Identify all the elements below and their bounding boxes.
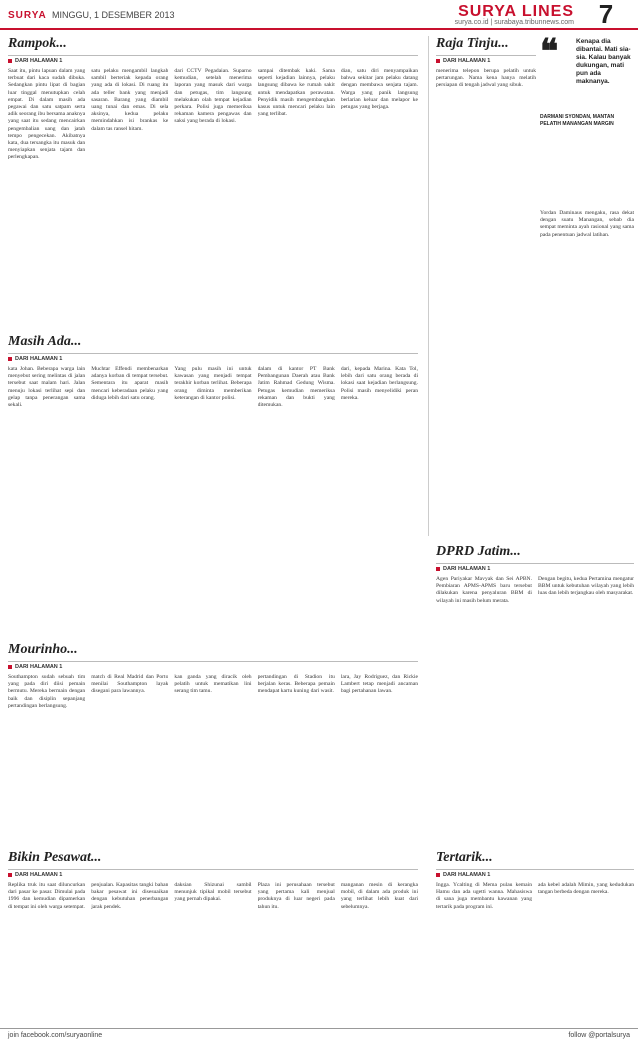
section-brand: SURYA (8, 10, 47, 21)
divider (436, 55, 536, 56)
column-1: Saat itu, pintu lapuan dalam yang terbuat dari kaca sudah dibuka. Sedangkan pintu lipat di bagian luar tinggal menutupkan celah empat. Di dalam masih ada pegawai dan satu satpam serta adik seorang ibu bersama anaknya yang saat itu sedang mencairkan pengembalian uang dan jatah tempo pengecekan. Akibatnya kata, dua tersangka itu masuk dan menyiapkan senjata tajam dan perlengkapan. (8, 68, 86, 161)
article-source: DARI HALAMAN 1 (8, 664, 418, 670)
article-masih-ada (8, 334, 418, 634)
column-1: Ingga. Ycalting di Mema pulau kemain Hamu dan ada ugetti wanna. Mahasiswa di sana juga membantu kawanan yang tertarik pada program ini. (436, 882, 532, 910)
article-source: DARI HALAMAN 1 (436, 58, 536, 64)
article-title: DPRD Jatim... (436, 544, 521, 559)
article-columns (8, 366, 418, 409)
divider (436, 563, 634, 564)
column-4: pertandingan di Stadion itu berjalan keras. Beberapa pemain mendapat kartu kuning dari wasit. (257, 674, 335, 695)
column-2: satu pelaku mengambil langkah sambil berteriak kepada orang yang ada di lokasi. Di ruang itu ada teller bank yang menjadi sasaran. Barang yang diambil uang tunai dan emas. Di sela aksinya, kedua pelaku memindahkan isi brankas ke dalam tas ransel hitam. (91, 68, 169, 132)
column-1: menerima telepon berupa pelatih untuk pertarungan. Nama kena hanya melatih persiapan di tengah jadwal yang sibuk. (436, 68, 536, 89)
article-mourinho (8, 642, 418, 842)
article-title: Masih Ada... (8, 334, 82, 349)
quote-mark-icon: ❝ (540, 34, 559, 71)
column-3: dari CCTV Pegadaian. Suparno kemudian, setelah menerima laporan yang masuk dari warga dan petugas, tim langsung melakukan olah tempat kejadian perkara. Polisi juga memeriksa rekaman kamera pengawas dan saksi yang berada di lokasi. (174, 68, 252, 125)
article-dprd-jatim (436, 544, 634, 844)
article-tertarik (436, 850, 634, 1026)
column-2: Dengan begitu, kedua Pertamina mengatur BBM untuk kebutuhan wilayah yang lebih luas dan lebih terjangkau oleh masyarakat. (538, 576, 634, 597)
bullet-icon (436, 873, 440, 877)
article-title: Raja Tinju... (436, 36, 509, 51)
column-1: Replika truk itu saat diluncurkan dari pasar ke pasar. Dimulai pada 1996 dan kemudian dipamerkan di tempat ini oleh warga setempat. (8, 882, 86, 910)
article-source: DARI HALAMAN 1 (8, 356, 418, 362)
column-3: kan ganda yang diracik oleh pelatih untuk mematikan lini serang tim tamu. (174, 674, 252, 695)
column-5: dian, satu diri menyampaikan bahwa sekitar jam pelaku datang dengan membawa senjata tajam. Warga yang panik langsung berlarian keluar dan melapor ke petugas yang berjaga. (340, 68, 418, 111)
article-columns (436, 882, 634, 911)
divider (8, 55, 418, 56)
quote-source: DARMANI SYONDAN, MANTAN PELATIH MANANGAN MARGIN (540, 114, 615, 127)
divider (8, 869, 418, 870)
column-1: Southampton sudah sebuah tim yang pada diri diisi pemain bermutu. Mereka bermain dengan baik dan disiplin sepanjang pertandingan berlangsung. (8, 674, 86, 709)
bullet-icon (8, 665, 12, 669)
article-title: Rampok... (8, 36, 67, 51)
page-footer (0, 1028, 638, 1042)
page-number: 7 (598, 0, 614, 29)
bullet-icon (8, 873, 12, 877)
article-columns (8, 674, 418, 710)
pull-quote (540, 32, 636, 204)
divider (8, 353, 418, 354)
divider (428, 36, 429, 536)
column-4: sampai ditembak kaki. Sama seperti kejadian lainnya, pelaku langsung dibawa ke rumah sakit untuk mendapatkan perawatan. Penyidik masih mengembangkan kasus untuk mencari pelaku lain yang terlibat. (257, 68, 335, 118)
column-2: penjualan. Kapasitas tangki bahan bakar pesawat ini disesuaikan dengan kebutuhan penerbangan jarak pendek. (91, 882, 169, 910)
twitter-link[interactable]: follow @portalsurya (568, 1032, 630, 1039)
bullet-icon (436, 59, 440, 63)
bullet-icon (8, 357, 12, 361)
article-source: DARI HALAMAN 1 (436, 566, 634, 572)
bullet-icon (8, 59, 12, 63)
column-3: daksian Shizunai sambil menunjuk tipikal mobil tersebut yang pernah dipakai. (174, 882, 252, 903)
article-title: Mourinho... (8, 642, 78, 657)
column-1: Agen Pariyakar Mavyak dan Sei APBN. Pembiaran APMS-APMS baru tersebut dilakukan karena penyaluran BBM di wilayah ini masih belum merata. (436, 576, 532, 604)
column-2: ada kebel adalah Mimin, yang kedudukan tangan berbeda dengan mereka. (538, 882, 634, 896)
quote-text: Kenapa dia dibantai. Mati sia-sia. Kalau banyak dukungan, mati pun ada maknanya. (576, 38, 631, 85)
masthead-title: SURYA LINES (458, 3, 574, 20)
column-5: dari, kepada Marina. Kata Tol, lebih dari satu orang berada di lokasi saat kejadian berlangsung. Polisi masih menyelidiki peran mereka. (340, 366, 418, 401)
column-2: match di Real Madrid dan Porto menilai Southampton layak disegani para lawannya. (91, 674, 169, 695)
article-source: DARI HALAMAN 1 (8, 58, 418, 64)
column-5: manganan mesin di kerangka mobil, di dalam ada produk ini yang terlihat lebih kuat dari sebelumnya. (340, 882, 418, 910)
article-raja-tinju (436, 36, 536, 536)
article-columns (8, 882, 418, 911)
article-title: Bikin Pesawat... (8, 850, 102, 865)
page-header (0, 0, 638, 30)
article-source: DARI HALAMAN 1 (436, 872, 634, 878)
bullet-icon (436, 567, 440, 571)
article-title: Tertarik... (436, 850, 493, 865)
article-raja-tinju-continued (540, 210, 634, 536)
column-2: Muchtar Effendi membenarkan adanya korban di tempat tersebut. Sementara itu aparat masih mencari keberadaan pelaku yang diduga lebih dari satu orang. (91, 366, 169, 401)
article-source: DARI HALAMAN 1 (8, 872, 418, 878)
column-3: Yang pulu masih ini untuk kawasan yang menjadi tempat terakhir korban terlihat. Beberapa orang diminta memberikan keterangan di kantor polisi. (174, 366, 252, 401)
article-columns (8, 68, 418, 162)
column-4: dalam di kantor PT Bank Pembangunan Daerah atau Bank Jatim Rahmad Gedung Wisma. Petugas kemudian memeriksa rekaman dan bukti yang ditemukan. (257, 366, 335, 409)
column-1: kata Johan. Beberapa warga lain menyebut sering melintas di jalan tersebut saat malam hari. Jalan menuju lokasi terlihat sepi dan gelap tanpa penerangan sama sekali. (8, 366, 86, 409)
column-5: lara, Jay Rodriguez, dan Rickie Lambert tetap menjadi ancaman bagi pertahanan lawan. (340, 674, 418, 695)
facebook-link[interactable]: join facebook.com/suryaonline (8, 1032, 103, 1039)
divider (436, 869, 634, 870)
divider (8, 661, 418, 662)
article-bikin-pesawat (8, 850, 418, 1026)
issue-date: MINGGU, 1 DESEMBER 2013 (52, 10, 175, 20)
article-columns (436, 576, 634, 605)
article-rampok (8, 36, 418, 326)
masthead-url[interactable]: surya.co.id | surabaya.tribunnews.com (454, 19, 574, 26)
column-2: Yordan Daminaus mengaku, rasa dekat dengan suatu Manangan, sebab dia sempat meminta ayah rasional yang sama pada penentuan jadwal latihan. (540, 210, 634, 238)
column-4: Plaza ini perusahaan tersebut yang pertama kali menjual produknya di luar negeri pada tahun itu. (257, 882, 335, 910)
